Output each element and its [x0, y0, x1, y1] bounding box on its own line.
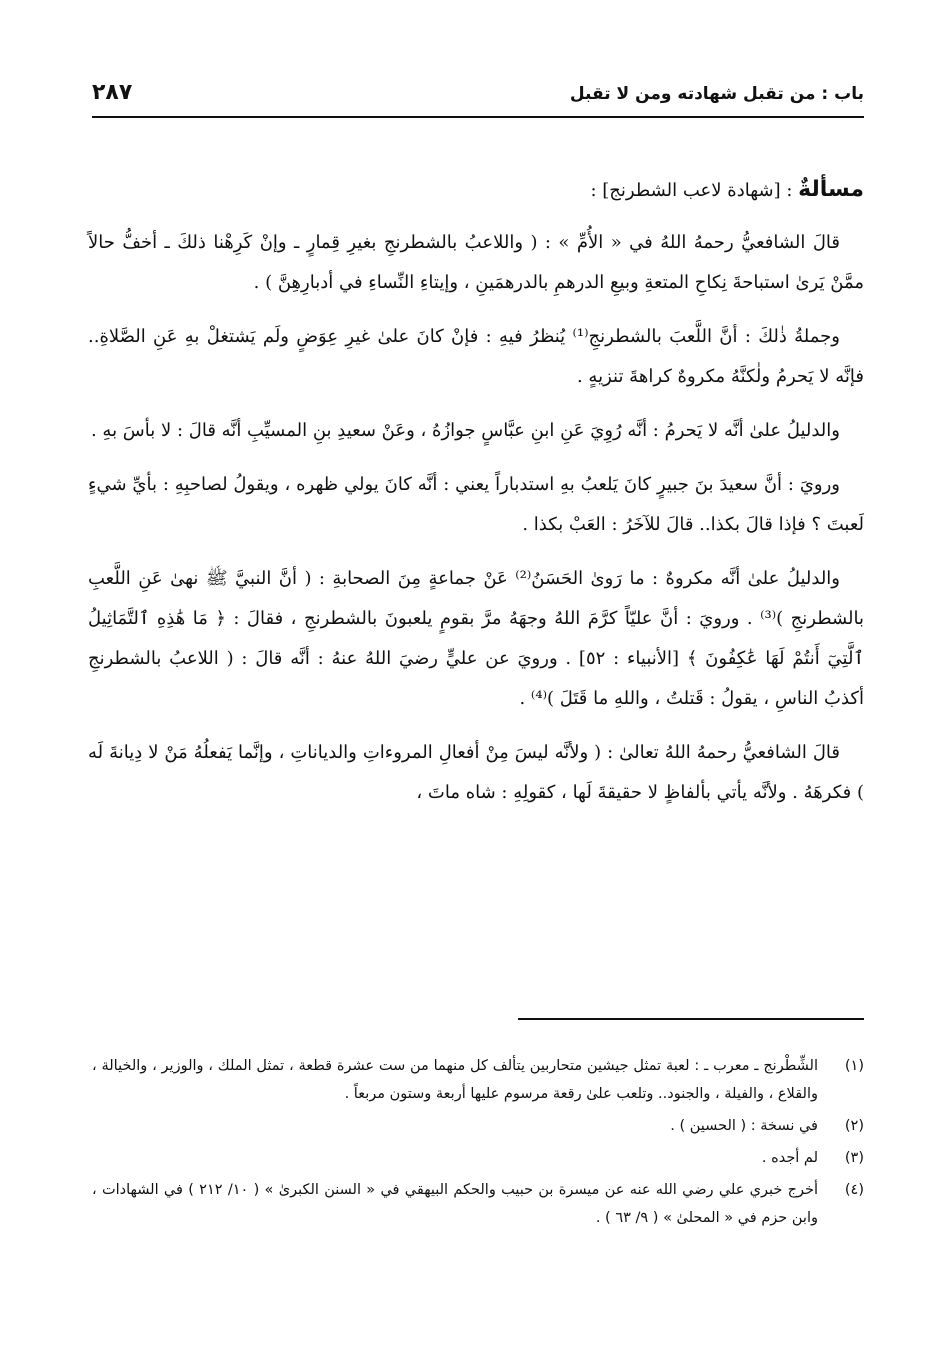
- section-label: مسألةٌ: [798, 177, 864, 202]
- main-text: [88, 170, 864, 827]
- paragraph: والدليلُ علىٰ أنَّه مكروهٌ : ما رَوىٰ الحَسَنُ⁽²⁾ عَنْ جماعةٍ مِنَ الصحابةِ : ( أنَّ النبيَّ ﷺ نهىٰ عَنِ اللَّعبِ بالشطرنجِ )⁽³⁾ . ورويَ : أنَّ عليّاً كرَّمَ اللهُ وجهَهُ مرَّ بقومٍ يلعبونَ بالشطرنجِ ، فقالَ : ﴿ مَا هَٰذِهِ ٱلتَّمَاثِيلُ ٱلَّتِيٓ أَنتُمْ لَهَا عَٰكِفُونَ ﴾ [الأنبياء : ٥٢] . ورويَ عن عليٍّ رضيَ اللهُ عنهُ : أنَّه قالَ : ( اللاعبُ بالشطرنجِ أكذبُ الناسِ ، يقولُ : قَتلتُ ، واللهِ ما قَتَلَ )⁽⁴⁾ .: [88, 568, 865, 709]
- footnote: [92, 1052, 864, 1108]
- page-number: ٢٨٧: [92, 80, 133, 105]
- footnote: [92, 1112, 864, 1140]
- paragraph: وجملةُ ذٰلكَ : أنَّ اللَّعبَ بالشطرنجِ⁽¹⁾ يُنظرُ فيهِ : فإنْ كانَ علىٰ غيرِ عِوَضٍ ولَم يَشتغلْ بهِ عَنِ الصَّلاةِ.. فإنَّه لا يَحرمُ ولٰكنَّهُ مكروهٌ كراهةَ تنزيهٍ .: [88, 326, 864, 387]
- footnote-number: (١): [844, 1058, 864, 1074]
- paragraph: قالَ الشافعيُّ رحمهُ اللهُ في « الأُمِّ » : ( واللاعبُ بالشطرنجِ بغيرِ قِمارٍ ـ وإنْ كَرِهْنا ذلكَ ـ أخفُّ حالاً ممَّنْ يَرىٰ استباحةَ نِكاحِ المتعةِ وبيعِ الدرهمِ بالدرهمَينِ ، وإيتاءِ النِّساءِ في أدبارِهِنَّ ) .: [88, 232, 864, 293]
- header-rule: [92, 116, 864, 118]
- footnote-text: الشِّطْرنج ـ معرب ـ : لعبة تمثل جيشين متحاربين يتألف كل منهما من ست عشرة قطعة ، تمثل الملك ، والوزير ، والخيالة ، والقلاع ، والفيلة ، والجنود.. وتلعب علىٰ رقعة مرسوم عليها أربعة وستون مربعاً .: [92, 1058, 818, 1102]
- chapter-title: باب : من تقبل شهادته ومن لا تقبل: [569, 84, 864, 104]
- footnote-text: في نسخة : ( الحسين ) .: [670, 1118, 818, 1134]
- footnote: [92, 1176, 864, 1232]
- footnote-number: (٢): [844, 1118, 864, 1134]
- section-heading: [88, 170, 864, 211]
- running-header: [92, 80, 864, 114]
- footnotes: [92, 1052, 864, 1236]
- paragraph: والدليلُ علىٰ أنَّه لا يَحرمُ : أنَّه رُوِيَ عَنِ ابنِ عبَّاسٍ جوازُهُ ، وعَنْ سعيدِ بنِ المسيِّبِ أنَّه قالَ : لا بأسَ بهِ .: [90, 420, 840, 441]
- footnote-number: (٤): [844, 1182, 864, 1198]
- footnote: [92, 1144, 864, 1172]
- paragraph: ورويَ : أنَّ سعيدَ بنَ جبيرٍ كانَ يَلعبُ بهِ استدباراً يعني : أنَّه كانَ يولي ظهره ، ويقولُ لصاحبِهِ : بأيِّ شيءٍ لَعبتَ ؟ فإذا قالَ بكذا.. قالَ للآخَرُ : العَبْ بكذا .: [88, 474, 864, 535]
- paragraph: قالَ الشافعيُّ رحمهُ اللهُ تعالىٰ : ( ولأنَّه ليسَ مِنْ أفعالِ المروءاتِ والدياناتِ ، وإنَّما يَفعلُهُ مَنْ لا دِيانةَ لَه ) فكرهَهُ . ولأنَّه يأتي بألفاظٍ لا حقيقةَ لَها ، كقولِهِ : شاه ماتَ ،: [88, 742, 864, 803]
- section-title: : [شهادة لاعب الشطرنج] :: [590, 180, 793, 201]
- footnote-number: (٣): [844, 1150, 864, 1166]
- footnote-rule: [518, 1018, 864, 1020]
- footnote-text: لم أجده .: [761, 1150, 818, 1166]
- footnote-text: أخرج خبري علي رضي الله عنه عن ميسرة بن حبيب والحكم البيهقي في « السنن الكبرىٰ » ( ١٠/ ٢١٢ ) في الشهادات ، وابن حزم في « المحلىٰ » ( ٩/ ٦٣ ) .: [92, 1182, 818, 1226]
